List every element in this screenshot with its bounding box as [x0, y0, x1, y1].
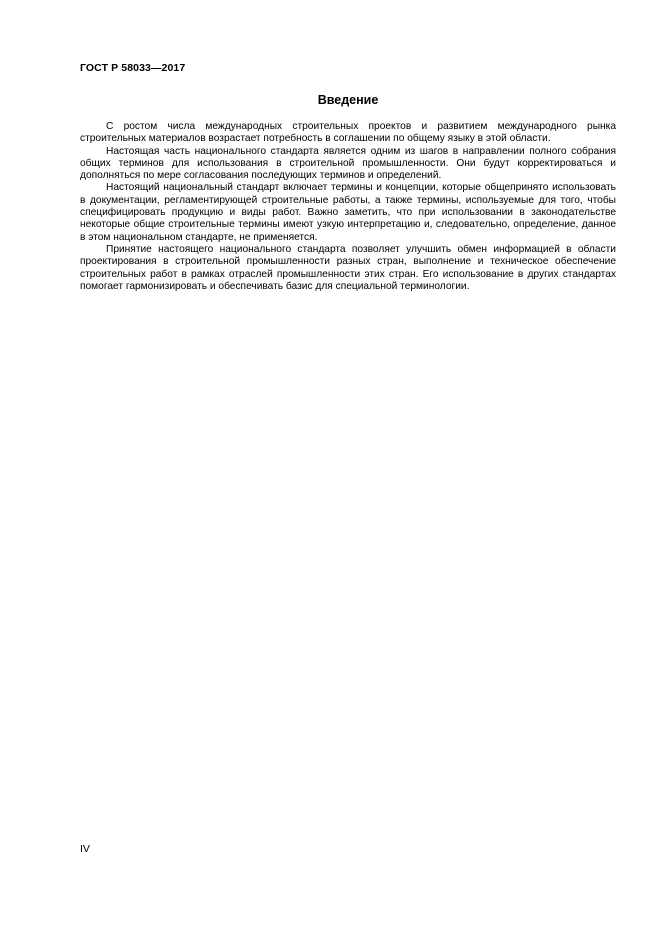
paragraph: Настоящая часть национального стандарта является одним из шагов в направлении полного собрания общих терминов для использования в строительной промышленности. Они будут корректироваться и дополняться по мере согласования последующих терминов и определений.	[80, 145, 616, 182]
page-number: IV	[80, 843, 90, 855]
document-code-header: ГОСТ Р 58033—2017	[80, 62, 186, 74]
section-title: Введение	[317, 93, 379, 107]
paragraph: Настоящий национальный стандарт включает термины и концепции, которые общепринято использовать в документации, регламентирующей строительные работы, а также термины, используемые для того, чтобы специфицировать продукцию и виды работ. Важно заметить, что при использовании в законодательстве некоторые общие строительные термины имеют узкую интерпретацию и, следовательно, определение, данное в этом национальном стандарте, не применяется.	[80, 182, 616, 243]
paragraph: С ростом числа международных строительных проектов и развитием международного рынка строительных материалов возрастает потребность в соглашении по общему языку в этой области.	[80, 121, 616, 145]
introduction-body	[80, 121, 616, 293]
paragraph: Принятие настоящего национального стандарта позволяет улучшить обмен информацией в области проектирования в строительной промышленности разных стран, выполнение и техническое обеспечение строительных работ в рамках отраслей промышленности этих стран. Его использование в других стандартах помогает гармонизировать и обеспечивать базис для специальной терминологии.	[80, 243, 616, 292]
